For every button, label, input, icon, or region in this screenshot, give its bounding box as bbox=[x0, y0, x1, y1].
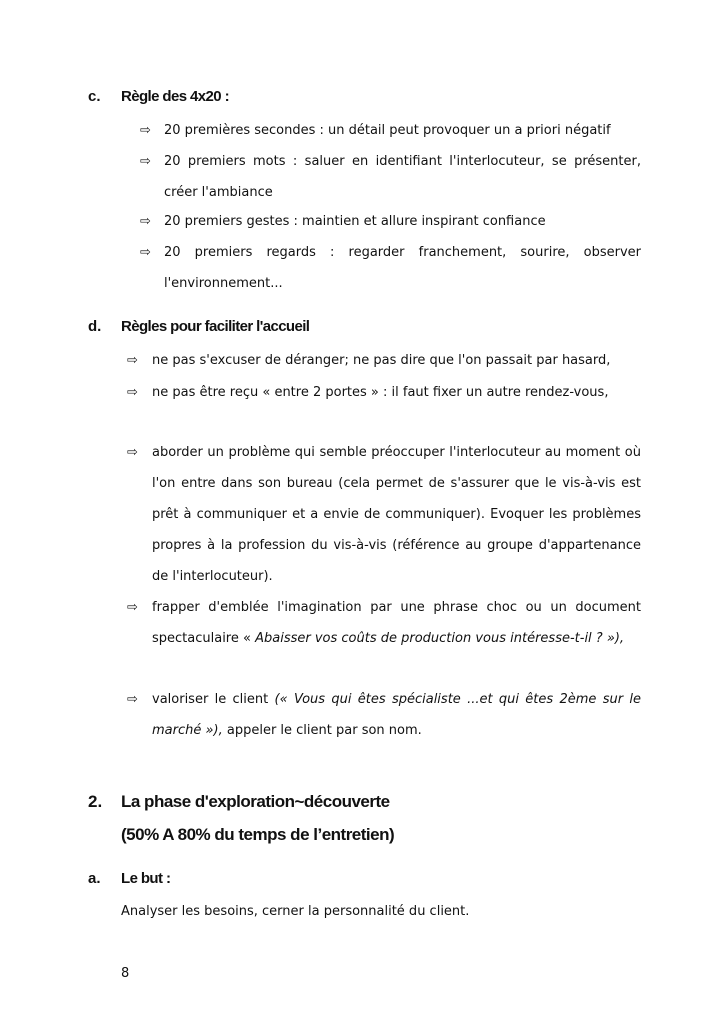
rule-item-4: 20 premiers regards : regarder franchement, sourire, observer l'environnement... bbox=[164, 245, 641, 291]
accueil-item-4-quote: Abaisser vos coûts de production vous intéresse-t-il ? »), bbox=[255, 631, 625, 646]
section-d-marker: d. bbox=[88, 318, 102, 335]
accueil-item-1: ne pas s'excuser de déranger; ne pas dire que l'on passait par hasard, bbox=[152, 353, 611, 368]
rule-item-3: 20 premiers gestes : maintien et allure inspirant confiance bbox=[164, 214, 546, 229]
section-2-heading-line1: La phase d'exploration~découverte bbox=[121, 792, 390, 811]
accueil-item-5-after: appeler le client par son nom. bbox=[222, 723, 422, 738]
accueil-item-2: ne pas être reçu « entre 2 portes » : il faut fixer un autre rendez-vous, bbox=[152, 385, 609, 400]
arrow-right-outline-icon: ⇨ bbox=[140, 154, 151, 169]
accueil-item-5 bbox=[152, 684, 641, 746]
accueil-item-5-quote: (« Vous qui êtes spécialiste ...et qui êtes 2ème sur le marché »), bbox=[152, 692, 641, 738]
section-a-marker: a. bbox=[88, 870, 101, 887]
arrow-right-outline-icon: ⇨ bbox=[140, 245, 151, 260]
section-a-heading: Le but : bbox=[121, 870, 171, 887]
section-a-text: Analyser les besoins, cerner la personnalité du client. bbox=[121, 904, 470, 919]
page-number: 8 bbox=[121, 966, 130, 981]
accueil-item-4-text: frapper d'emblée l'imagination par une phrase choc ou un document spectaculaire « bbox=[152, 600, 641, 646]
section-2-heading-line2: (50% A 80% du temps de l’entretien) bbox=[121, 825, 395, 844]
arrow-right-outline-icon: ⇨ bbox=[127, 385, 138, 400]
section-c-heading: Règle des 4x20 : bbox=[121, 88, 229, 105]
arrow-right-outline-icon: ⇨ bbox=[127, 445, 138, 460]
rule-item-1: 20 premières secondes : un détail peut provoquer un a priori négatif bbox=[164, 123, 611, 138]
section-d-heading: Règles pour faciliter l'accueil bbox=[121, 318, 310, 335]
arrow-right-outline-icon: ⇨ bbox=[127, 600, 138, 615]
arrow-right-outline-icon: ⇨ bbox=[127, 692, 138, 707]
arrow-right-outline-icon: ⇨ bbox=[140, 123, 151, 138]
accueil-item-5-text: valoriser le client bbox=[152, 692, 275, 707]
accueil-item-4 bbox=[152, 592, 641, 654]
section-c-marker: c. bbox=[88, 88, 101, 105]
accueil-item-3: aborder un problème qui semble préoccuper l'interlocuteur au moment où l'on entre dans son bureau (cela permet de s'assurer que le vis-à-vis est prêt à communiquer et a envie de communiquer). Evoquer les problèmes propres à la profession du vis-à-vis (référence au groupe d'appartenance de l'interlocuteur). bbox=[152, 445, 641, 584]
arrow-right-outline-icon: ⇨ bbox=[140, 214, 151, 229]
section-2-marker: 2. bbox=[88, 792, 103, 811]
arrow-right-outline-icon: ⇨ bbox=[127, 353, 138, 368]
rule-item-2: 20 premiers mots : saluer en identifiant l'interlocuteur, se présenter, créer l'ambiance bbox=[164, 154, 641, 200]
